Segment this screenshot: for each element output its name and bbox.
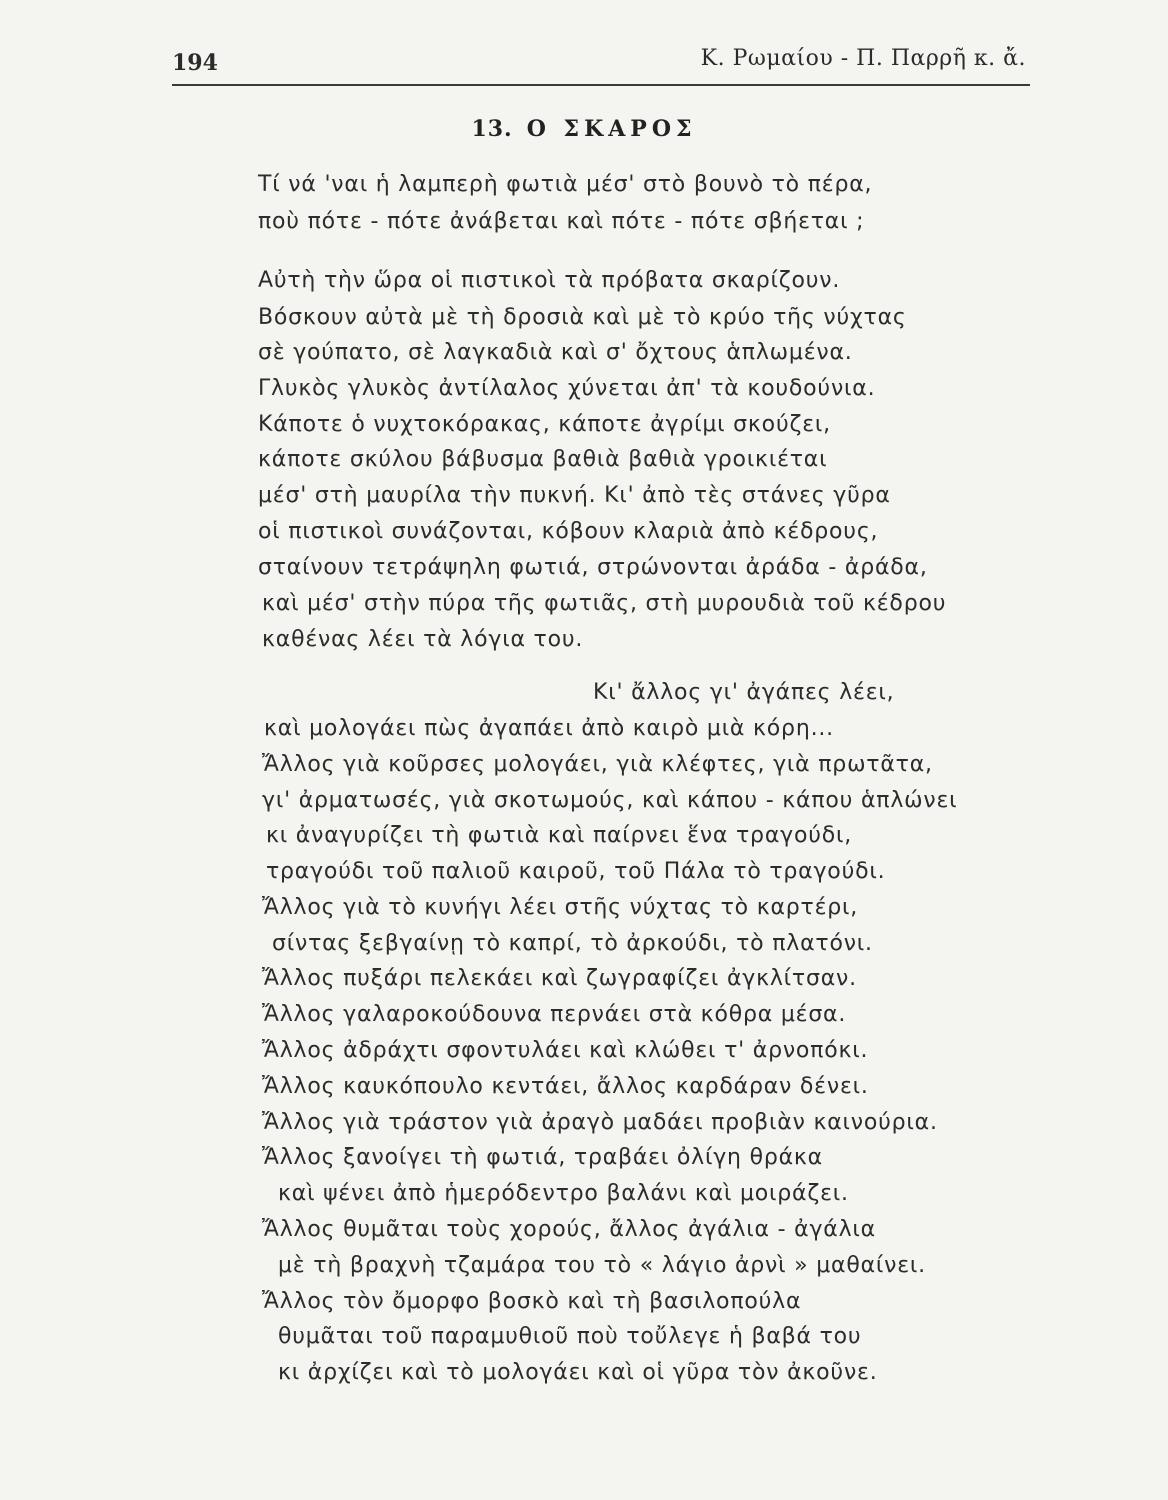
poem-line: Αὐτὴ τὴν ὥρα οἱ πιστικοὶ τὰ πρόβατα σκαρίζουν. <box>258 268 841 293</box>
running-head: Κ. Ρωμαίου - Π. Παρρῆ κ. ἄ. <box>700 46 1026 71</box>
page-number: 194 <box>172 50 218 76</box>
poem-line: Ἄλλος γιὰ τράστον γιὰ ἀραγὸ μαδάει προβιὰν καινούρια. <box>262 1110 938 1135</box>
poem-line: Ἄλλος γαλαροκούδουνα περνάει στὰ κόθρα μέσα. <box>262 1002 847 1027</box>
poem-line: καὶ ψένει ἀπὸ ἡμερόδεντρο βαλάνι καὶ μοιράζει. <box>278 1181 849 1206</box>
poem-line: ποὺ πότε - πότε ἀνάβεται καὶ πότε - πότε σβήεται ; <box>258 209 865 234</box>
poem-line: Ἄλλος ξανοίγει τὴ φωτιά, τραβάει ὀλίγη θράκα <box>262 1145 823 1170</box>
poem-line: Ἄλλος καυκόπουλο κεντάει, ἄλλος καρδάραν δένει. <box>262 1074 869 1099</box>
poem-line: Ἄλλος γιὰ κοῦρσες μολογάει, γιὰ κλέφτες, γιὰ πρωτᾶτα, <box>262 752 933 777</box>
poem-line: καὶ μολογάει πὼς ἀγαπάει ἀπὸ καιρὸ μιὰ κόρη... <box>264 716 834 741</box>
poem-title-text: Ο ΣΚΑΡΟΣ <box>526 116 697 142</box>
poem-line: μὲ τὴ βραχνὴ τζαμάρα του τὸ « λάγιο ἀρνὶ » μαθαίνει. <box>278 1253 926 1278</box>
poem-line: καὶ μέσ' στὴν πύρα τῆς φωτιᾶς, στὴ μυρουδιὰ τοῦ κέδρου <box>262 591 947 616</box>
poem-line: γι' ἀρματωσές, γιὰ σκοτωμούς, καὶ κάπου - κάπου ἁπλώνει <box>262 788 958 813</box>
poem-line: τραγούδι τοῦ παλιοῦ καιροῦ, τοῦ Πάλα τὸ τραγούδι. <box>266 859 886 884</box>
poem-line: σίντας ξεβγαίνῃ τὸ καπρί, τὸ ἀρκούδι, τὸ πλατόνι. <box>272 931 873 956</box>
poem-line: Κάποτε ὁ νυχτοκόρακας, κάποτε ἀγρίμι σκούζει, <box>258 412 831 437</box>
poem-line: οἱ πιστικοὶ συνάζονται, κόβουν κλαριὰ ἀπὸ κέδρους, <box>258 519 879 544</box>
poem-line: σὲ γούπατο, σὲ λαγκαδιὰ καὶ σ' ὄχτους ἁπλωμένα. <box>258 340 853 365</box>
poem-line: κι ἀρχίζει καὶ τὸ μολογάει καὶ οἱ γῦρα τὸν ἀκοῦνε. <box>278 1360 878 1385</box>
poem-line: Ἄλλος ἀδράχτι σφοντυλάει καὶ κλώθει τ' ἀρνοπόκι. <box>262 1038 869 1063</box>
poem-line: μέσ' στὴ μαυρίλα τὴν πυκνή. Κι' ἀπὸ τὲς στάνες γῦρα <box>258 483 891 508</box>
poem-line: Ἄλλος πυξάρι πελεκάει καὶ ζωγραφίζει ἀγκλίτσαν. <box>262 966 857 991</box>
poem-line: Ἄλλος τὸν ὄμορφο βοσκὸ καὶ τὴ βασιλοπούλα <box>262 1289 802 1314</box>
poem-line: Βόσκουν αὐτὰ μὲ τὴ δροσιὰ καὶ μὲ τὸ κρύο τῆς νύχτας <box>258 305 907 330</box>
poem-line: κι ἀναγυρίζει τὴ φωτιὰ καὶ παίρνει ἕνα τραγούδι, <box>266 823 853 848</box>
poem-number: 13. <box>471 116 513 142</box>
poem-line: κάποτε σκύλου βάβυσμα βαθιὰ βαθιὰ γροικιέται <box>258 447 828 472</box>
poem-line: θυμᾶται τοῦ παραμυθιοῦ ποὺ τοὔλεγε ἡ βαβά του <box>278 1324 862 1349</box>
poem-line: Ἄλλος θυμᾶται τοὺς χορούς, ἄλλος ἀγάλια - ἀγάλια <box>262 1217 876 1242</box>
poem-line: καθένας λέει τὰ λόγια του. <box>262 627 584 652</box>
poem-line: Ἄλλος γιὰ τὸ κυνήγι λέει στῆς νύχτας τὸ καρτέρι, <box>262 895 859 920</box>
poem-line: σταίνουν τετράψηλη φωτιά, στρώνονται ἀράδα - ἀράδα, <box>258 555 928 580</box>
poem-line: Κι' ἄλλος γι' ἀγάπες λέει, <box>593 680 895 705</box>
poem-line: Γλυκὸς γλυκὸς ἀντίλαλος χύνεται ἀπ' τὰ κουδούνια. <box>258 376 876 401</box>
poem-line: Τί νά 'ναι ἡ λαμπερὴ φωτιὰ μέσ' στὸ βουνὸ τὸ πέρα, <box>258 172 873 197</box>
